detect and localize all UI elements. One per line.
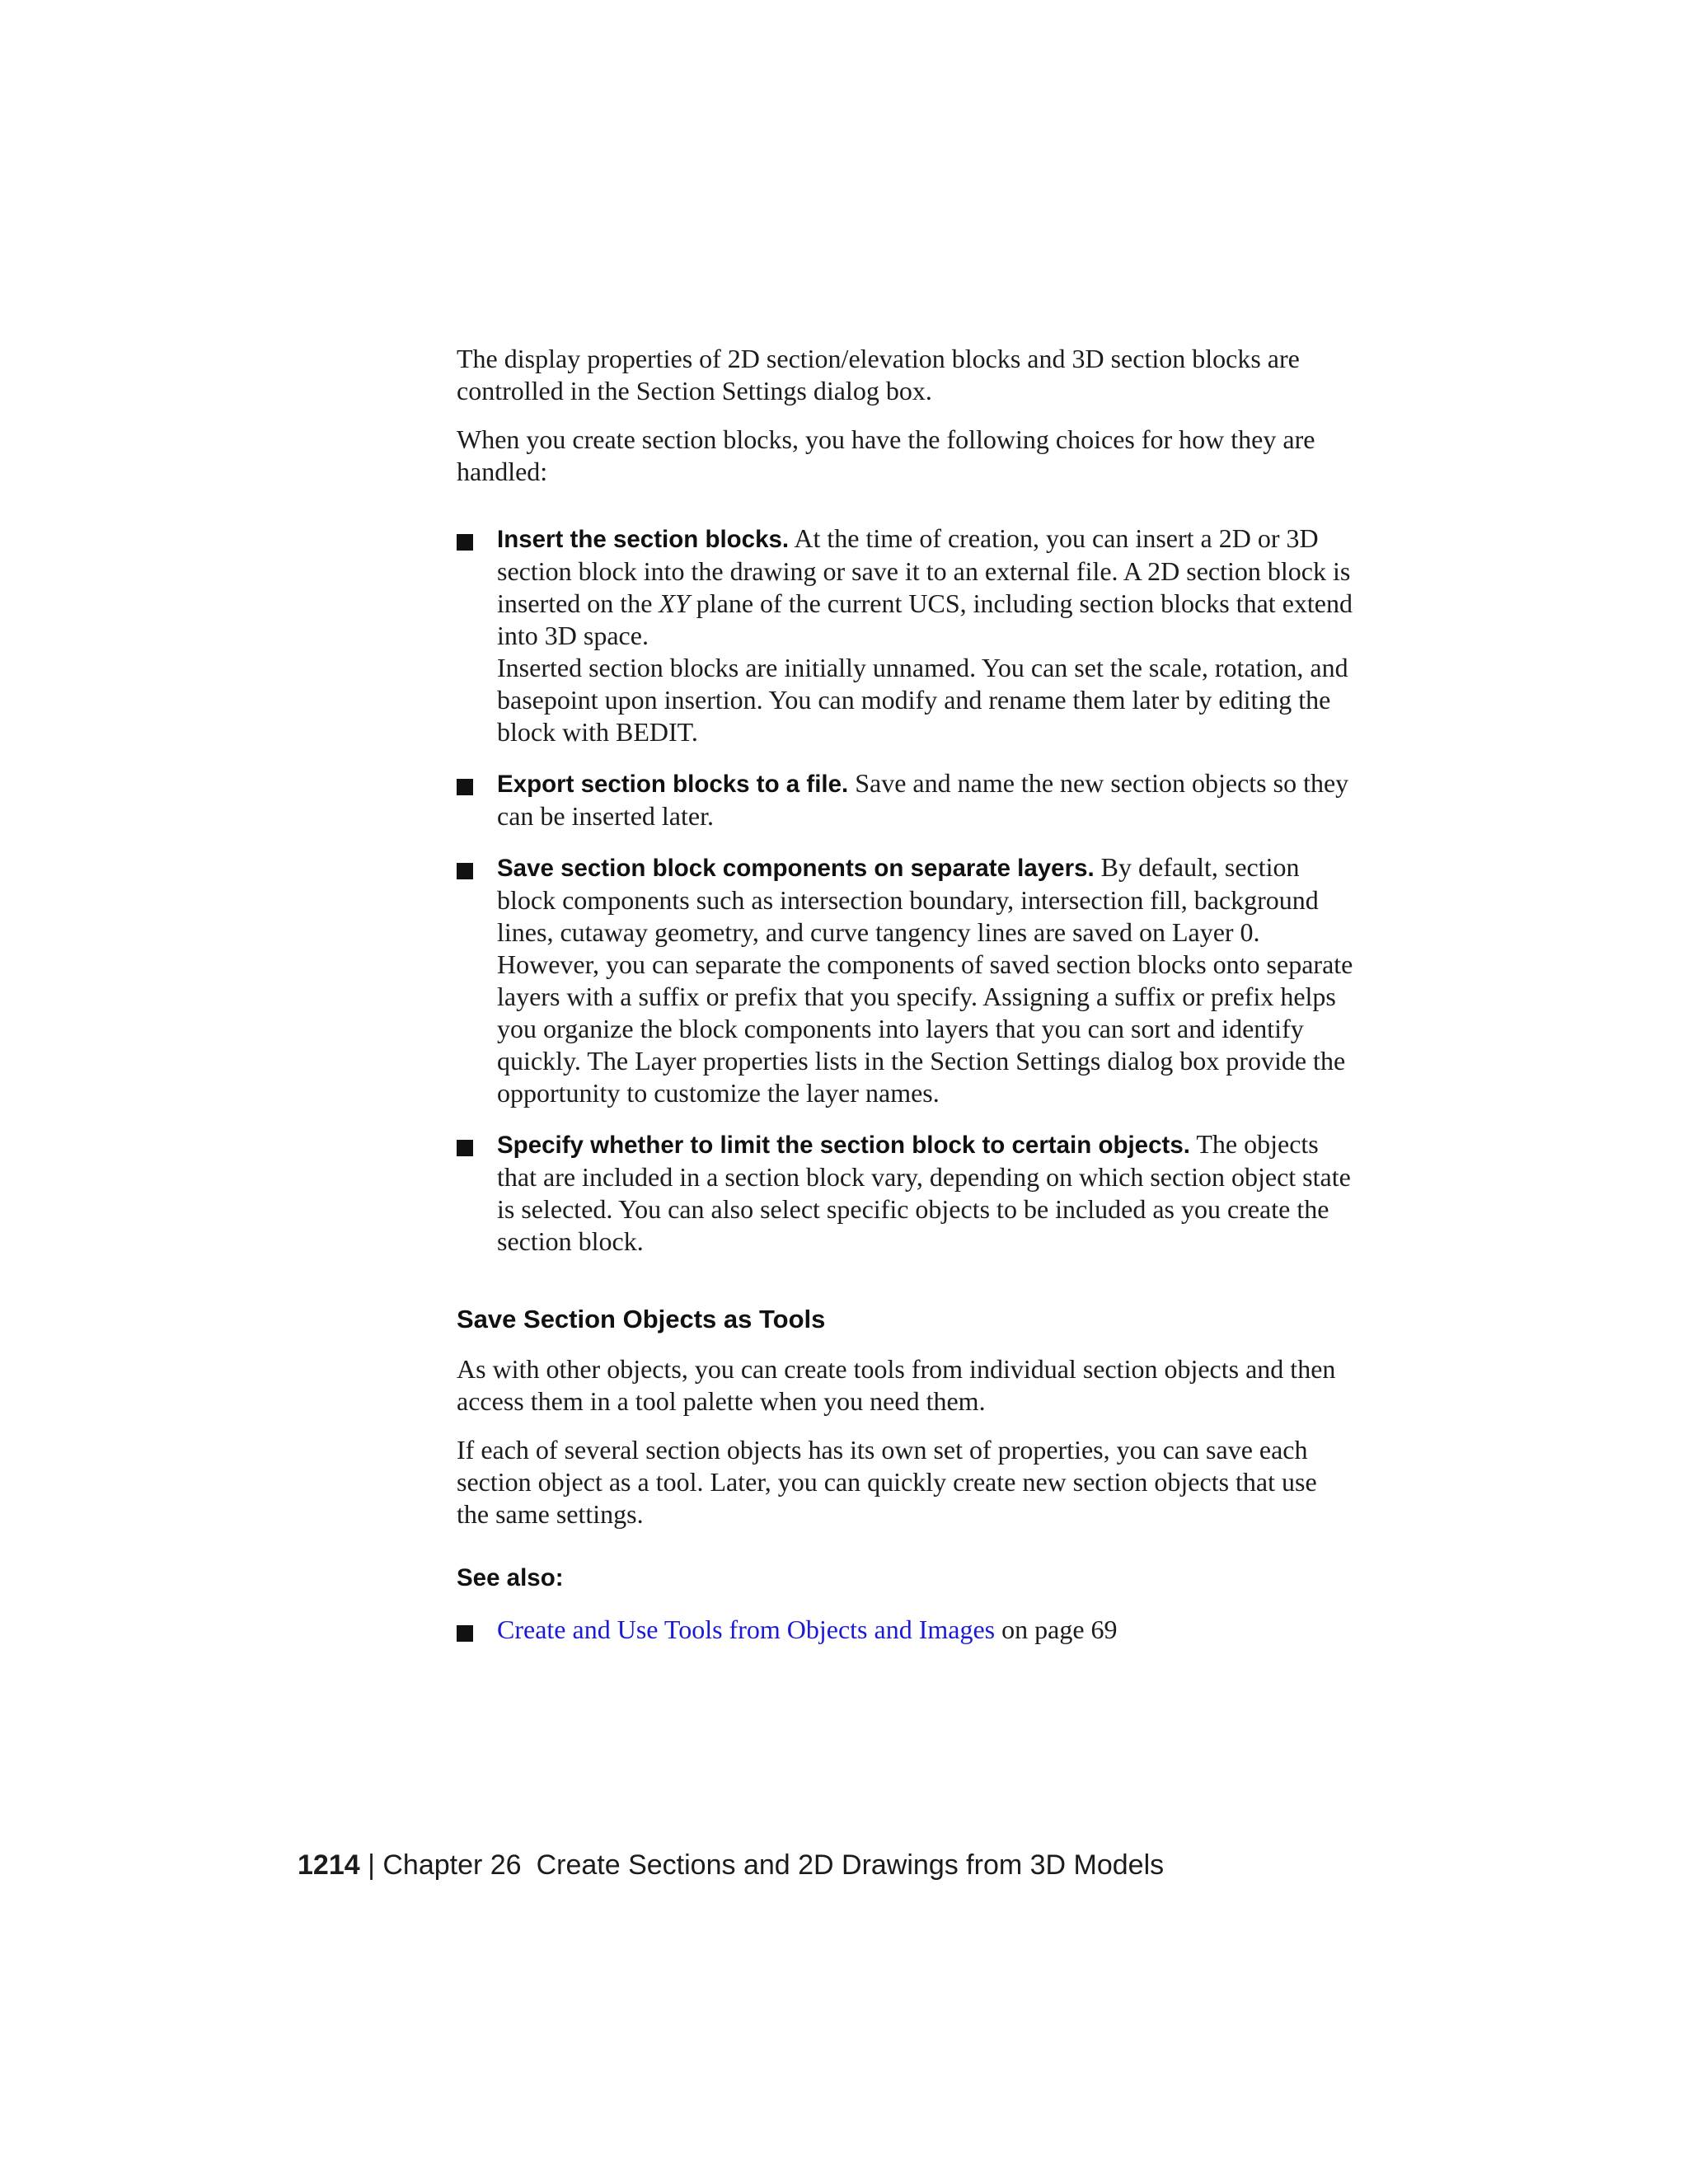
list-item [457,1614,1355,1646]
page-number: 1214 [298,1849,360,1881]
square-bullet-icon [457,1140,473,1156]
list-item-text: plane of the current UCS, including section blocks that extend into 3D space. [497,588,1353,650]
list-item-lead: Specify whether to limit the section block to certain objects. [497,1132,1190,1159]
list-item-text: The objects that are included in a section block vary, depending on which section object state is selected. You can also select specific objects to be included as you create the section block. [497,1129,1351,1256]
square-bullet-icon [457,534,473,551]
chapter-label: | Chapter 26 [359,1849,522,1881]
list-item-text: By default, section block components such as intersection boundary, intersection fill, background lines, cutaway geometry, and curve tangency lines are saved on Layer 0. However, you can separate the components of saved section blocks onto separate layers with a suffix or prefix that you specify. Assigning a suffix or prefix helps you organize the block components into layers that you can sort and identify quickly. The Layer properties lists in the Section Settings dialog box provide the opportunity to customize the layer names. [497,852,1353,1108]
see-also-list [457,1614,1355,1646]
list-item-text: At the time of creation, you can insert a 2D or 3D section block into the drawing or save it to an external file. A 2D section block is inserted on the [497,523,1351,618]
chapter-title: Create Sections and 2D Drawings from 3D Models [536,1849,1165,1881]
tools-paragraph-1: As with other objects, you can create tools from individual section objects and then access them in a tool palette when you need them. [457,1354,1336,1416]
intro-paragraph-1: The display properties of 2D section/elevation blocks and 3D section blocks are controlled in the Section Settings dialog box. [457,344,1300,405]
list-item-italic-term: XY [659,588,690,618]
page-footer [298,1849,1164,1882]
page-reference-text: on page 69 [995,1615,1118,1644]
list-item-text: Save and name the new section objects so they can be inserted later. [497,768,1349,831]
square-bullet-icon [457,779,473,795]
list-item-extra-text: Inserted section blocks are initially unnamed. You can set the scale, rotation, and basepoint upon insertion. You can modify and rename them later by editing the block with BEDIT. [497,653,1348,747]
tools-paragraph-2: If each of several section objects has its own set of properties, you can save each section object as a tool. Later, you can quickly create new section objects that use the same settings. [457,1435,1317,1529]
intro-paragraph-2: When you create section blocks, you have the following choices for how they are handled: [457,424,1315,486]
list-item [457,851,1355,1109]
see-also-label: See also: [457,1564,564,1591]
page-body [457,343,1355,1665]
square-bullet-icon [457,1625,473,1642]
cross-reference-link[interactable]: Create and Use Tools from Objects and Images [497,1615,996,1644]
section-block-choices-list [457,523,1355,1258]
list-item-lead: Export section blocks to a file. [497,771,849,798]
list-item [457,523,1355,748]
square-bullet-icon [457,863,473,879]
list-item [457,767,1355,832]
list-item [457,1128,1355,1258]
section-heading: Save Section Objects as Tools [457,1305,826,1333]
list-item-lead: Insert the section blocks. [497,526,790,553]
list-item-lead: Save section block components on separate layers. [497,855,1095,882]
